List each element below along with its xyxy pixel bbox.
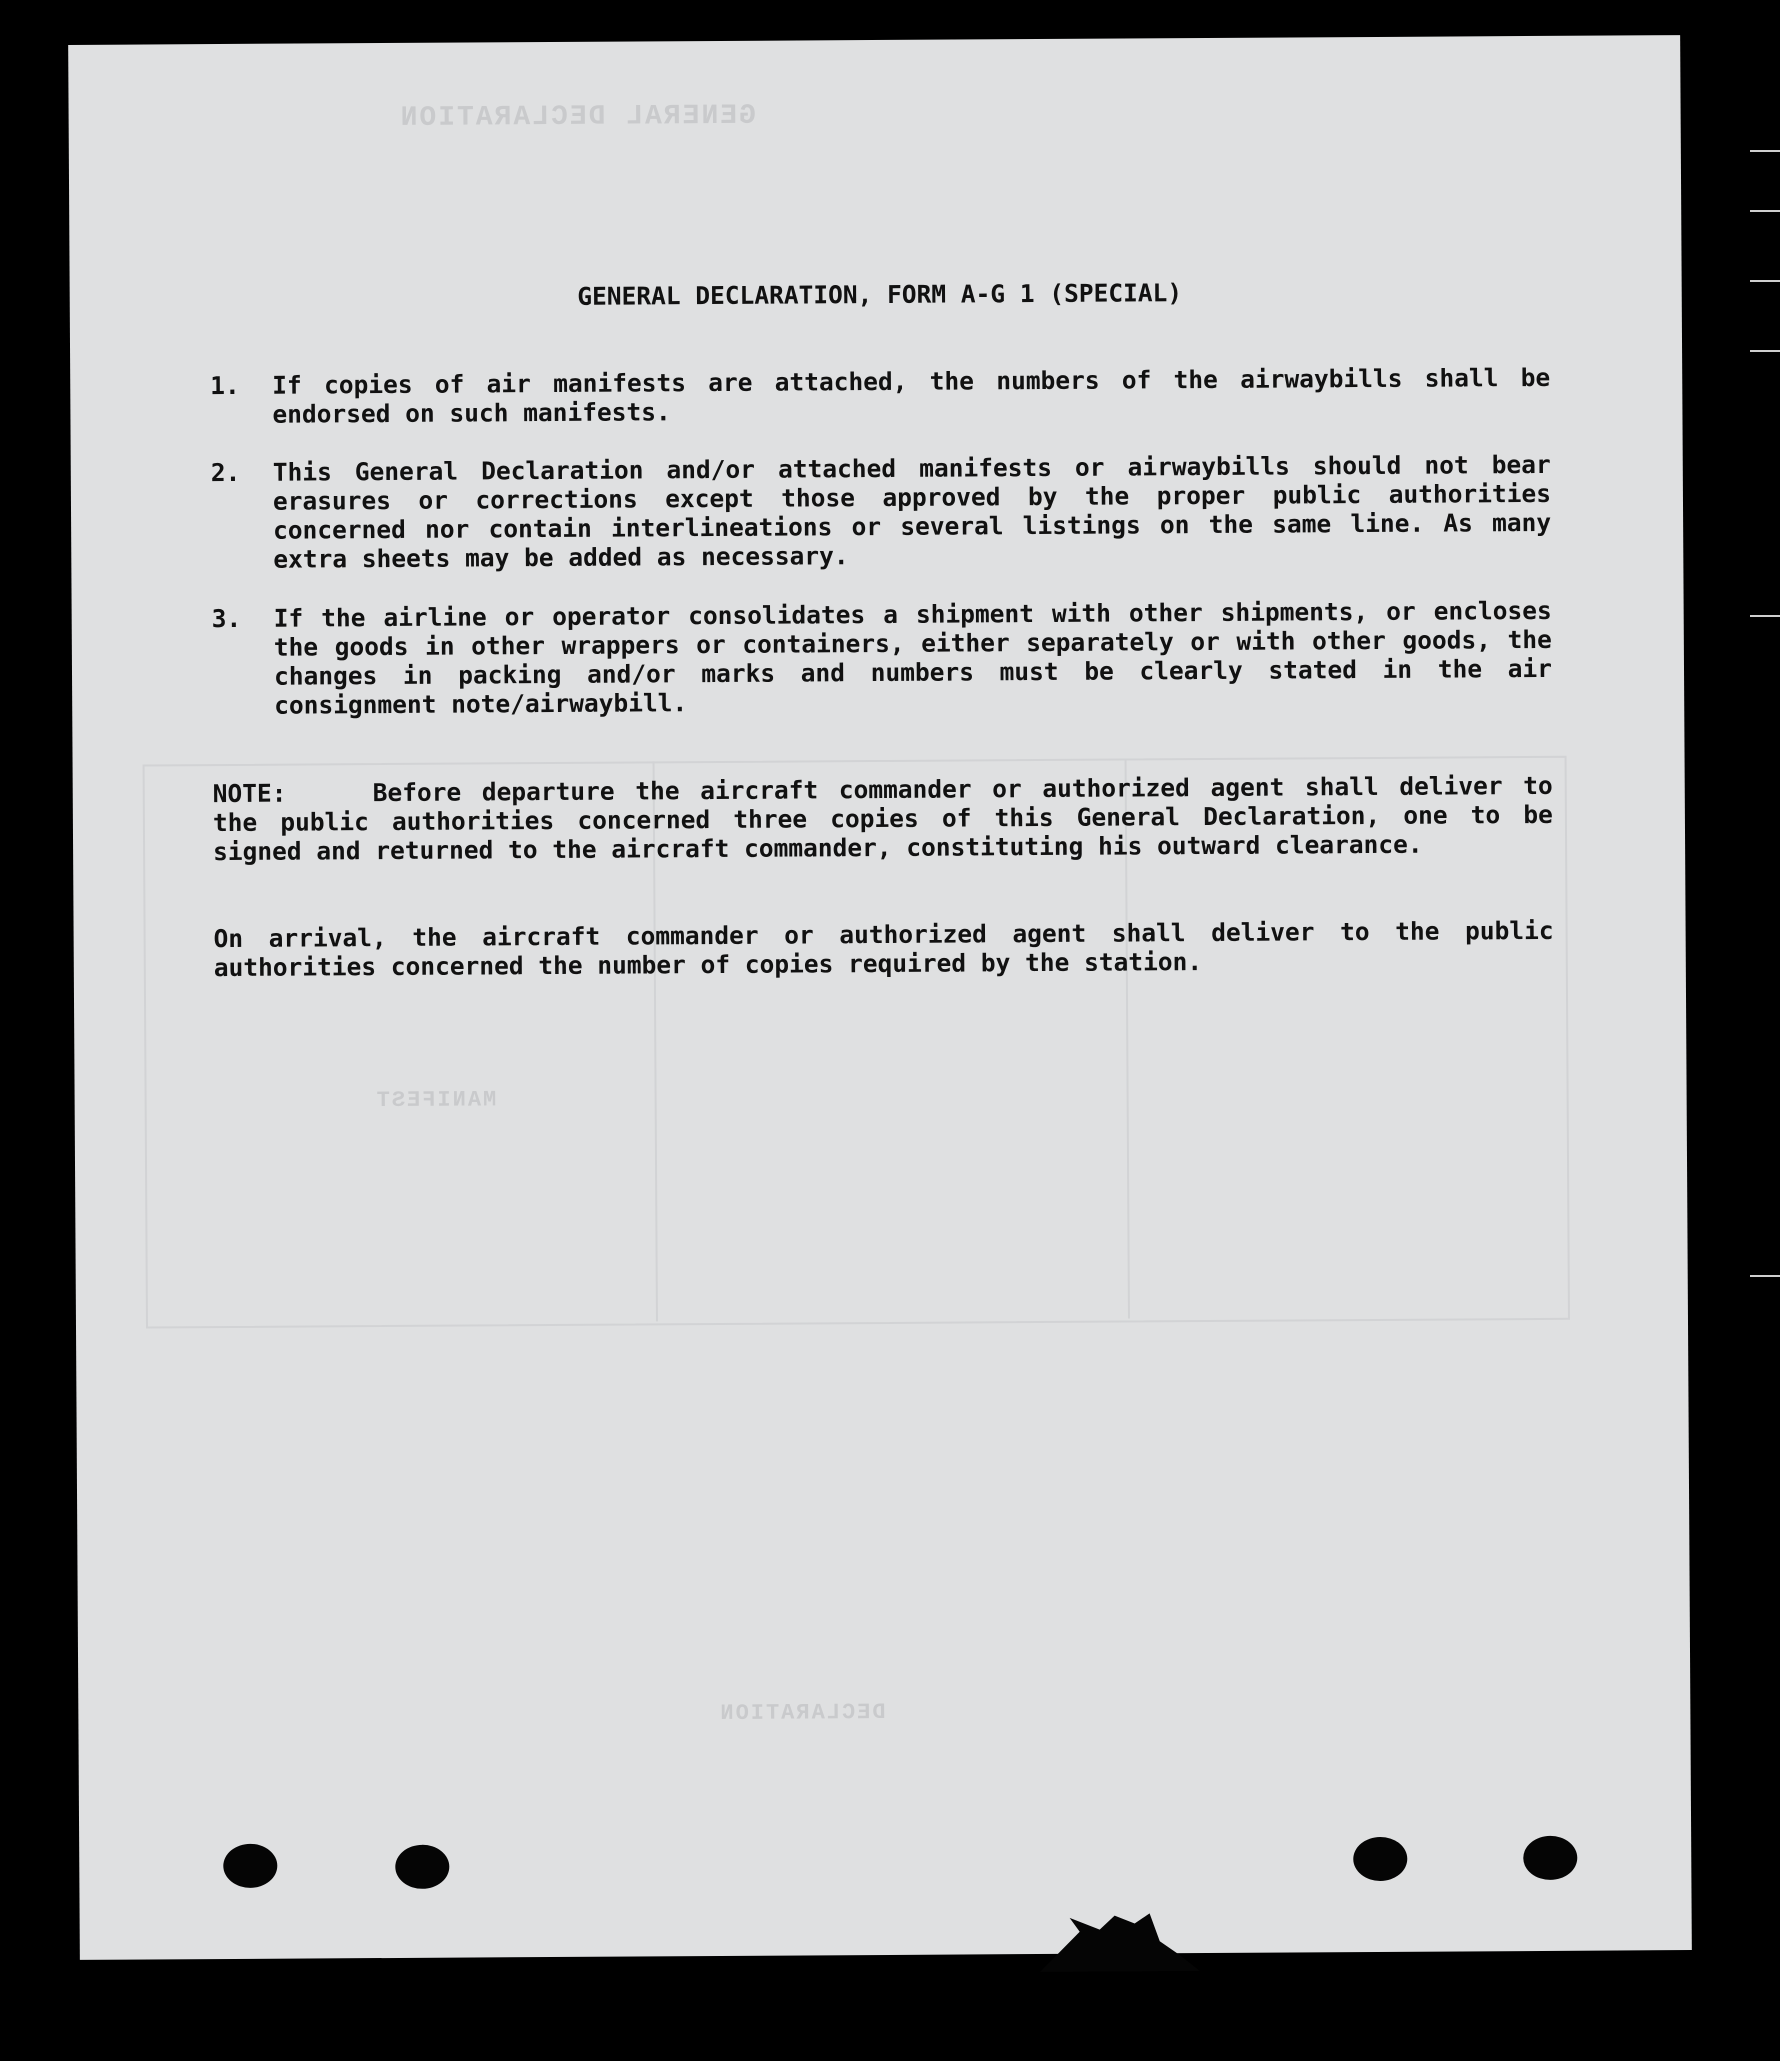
scan-tick-mark	[1750, 350, 1780, 352]
list-item-text: If copies of air manifests are attached, the numbers of the airwaybills shall be endorsed on such manifests.	[272, 362, 1551, 429]
list-item-number: 1.	[210, 370, 240, 401]
bleed-through-text: DECLARATION	[718, 1699, 886, 1727]
scan-tick-mark	[1750, 615, 1780, 617]
punch-hole	[223, 1844, 277, 1888]
scan-tick-mark	[1750, 280, 1780, 282]
scan-tick-mark	[1750, 1275, 1780, 1277]
list-item-number: 2.	[210, 457, 241, 488]
note-text: Before departure the aircraft commander or authorized agent shall deliver to the public authorities concerned three copies of this General Declaration, one to be signed and returned to the aircraft commander, constituting his outward clearance.	[212, 770, 1553, 867]
document-body	[208, 36, 1554, 983]
list-item	[210, 362, 1551, 429]
list-item-text: This General Declaration and/or attached manifests or airwaybills should not bear erasures or corrections except those approved by the proper public authorities concerned nor contain interlineations or several listings on the same line. As many extra sheets may be added as necessary.	[272, 449, 1552, 574]
list-item	[210, 449, 1552, 574]
torn-edge	[1040, 1911, 1200, 1972]
punch-hole	[1353, 1837, 1407, 1881]
scan-tick-mark	[1750, 210, 1780, 212]
note-paragraph	[213, 771, 1554, 866]
page-title: GENERAL DECLARATION, FORM A-G 1 (SPECIAL)	[577, 278, 1183, 311]
bleed-through-text: MANIFEST	[374, 1087, 497, 1114]
list-item-text: If the airline or operator consolidates a shipment with other shipments, or encloses the goods in other wrappers or containers, either separately or with other goods, the changes in packing and/or marks and numbers must be clearly stated in the air consignment note/airwaybill.	[273, 595, 1553, 720]
bleed-through-heading: GENERAL DECLARATION	[398, 100, 756, 134]
list-item-number: 3.	[211, 603, 242, 634]
punch-hole	[395, 1845, 449, 1889]
punch-hole	[1523, 1836, 1577, 1880]
list-item	[211, 595, 1553, 720]
arrival-paragraph: On arrival, the aircraft commander or authorized agent shall deliver to the public authorities concerned the number of copies required by the station.	[213, 915, 1554, 983]
document-page	[68, 35, 1692, 1960]
note-label: NOTE:	[212, 778, 287, 809]
scan-tick-mark	[1750, 150, 1780, 152]
